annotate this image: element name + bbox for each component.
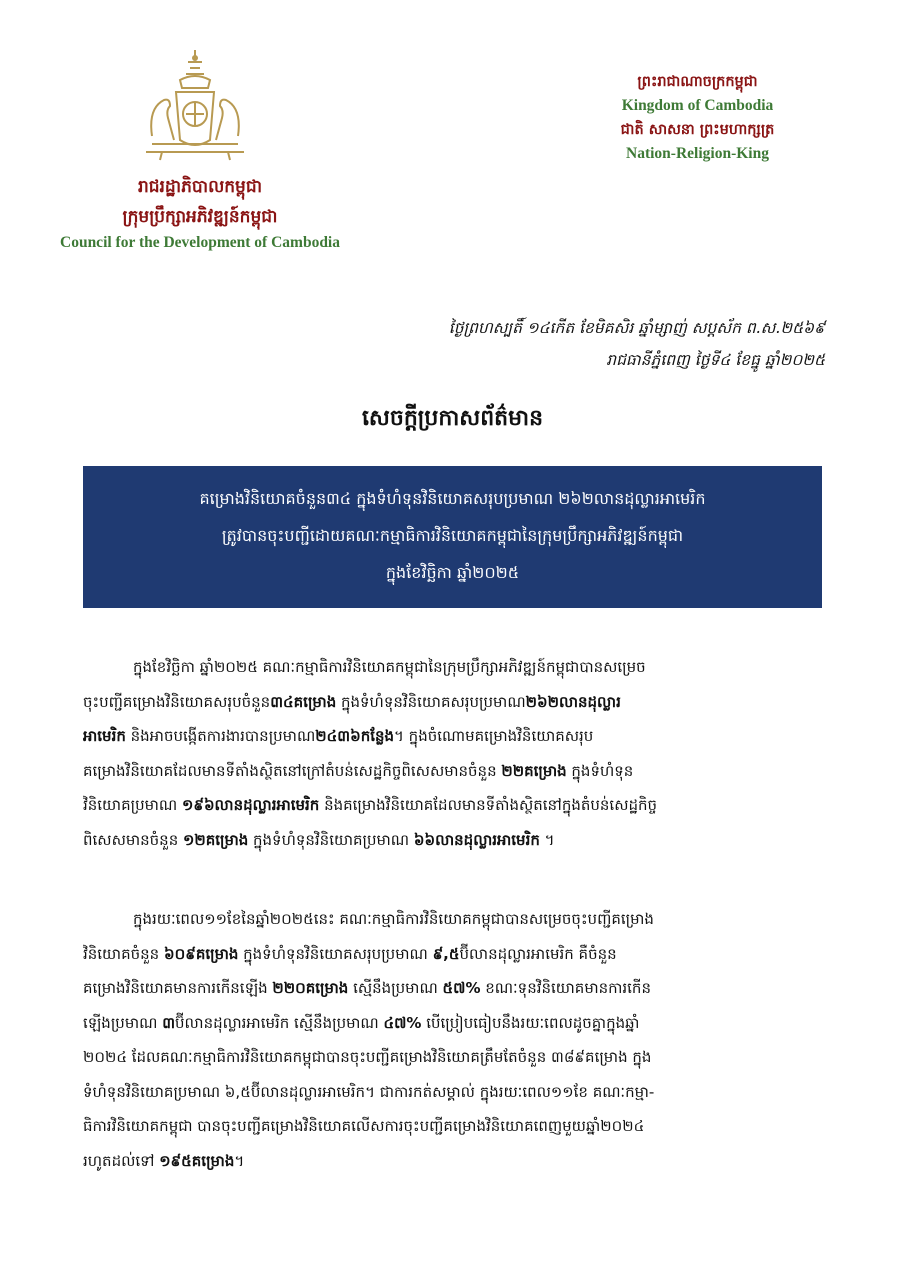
text-line: វិនិយោគប្រមាណ ១៩៦លានដុល្លារអាមេរិក និងគម្រោងវិនិយោគដែលមានទីតាំងស្ថិតនៅក្នុងតំបន់សេដ្ឋកិច្ច — [83, 796, 658, 814]
text-line: វិនិយោគចំនួន ៦០៩គម្រោង ក្នុងទំហំទុនវិនិយោគសរុបប្រមាណ ៩,៥ប៊ីលានដុល្លារអាមេរិក គឺចំនួន — [83, 944, 617, 963]
issuer-council-en: Council for the Development of Cambodia — [60, 234, 340, 251]
text-line: ឡើងប្រមាណ ៣ប៊ីលានដុល្លារអាមេរិក ស្មើនឹងប្រមាណ ៤៧% បើប្រៀបធៀបនឹងរយៈពេលដូចគ្នាក្នុងឆ្នាំ — [83, 1013, 640, 1032]
text-line: រហូតដល់ទៅ ១៩៥គម្រោង។ — [83, 1151, 245, 1170]
lunar-date: ថ្ងៃព្រហស្បតិ៍ ១៤កើត ខែមិគសិរ ឆ្នាំម្សាញ់ សប្តស័ក ព.ស.២៥៦៩ — [448, 319, 825, 337]
text-line: ២០២៤ ដែលគណៈកម្មាធិការវិនិយោគកម្ពុជាបានចុះបញ្ជីគម្រោងវិនិយោគត្រឹមតែចំនួន ៣៨៩គម្រោង ក្នុង — [83, 1048, 652, 1066]
text-line: ក្នុងរយៈពេល១១ខែនៃឆ្នាំ២០២៥នេះ គណៈកម្មាធិការវិនិយោគកម្ពុជាបានសម្រេចចុះបញ្ជីគម្រោង — [133, 910, 654, 928]
issuer-council-kh: ក្រុមប្រឹក្សាអភិវឌ្ឍន៍កម្ពុជា — [122, 207, 278, 227]
headline-line: ត្រូវបានចុះបញ្ជីដោយគណៈកម្មាធិការវិនិយោគកម្ពុជានៃក្រុមប្រឹក្សាអភិវឌ្ឍន៍កម្ពុជា — [221, 526, 684, 545]
royal-coat-of-arms-icon — [130, 48, 260, 163]
page-title: សេចក្តីប្រកាសព័ត៌មាន — [361, 406, 544, 431]
text-line: គម្រោងវិនិយោគមានការកើនឡើង ២២០គម្រោង ស្មើនឹងប្រមាណ ៥៧% ខណៈទុនវិនិយោគមានការកើន — [83, 979, 651, 997]
text-line: ក្នុងខែវិច្ឆិកា ឆ្នាំ២០២៥ គណៈកម្មាធិការវិនិយោគកម្ពុជានៃក្រុមប្រឹក្សាអភិវឌ្ឍន៍កម្ពុជាបានសម្រេច — [133, 658, 646, 676]
issuer-header — [20, 172, 380, 252]
body-paragraph-2 — [83, 902, 823, 1178]
headline-banner — [83, 466, 822, 608]
motto-kh: ជាតិ សាសនា ព្រះមហាក្សត្រ — [620, 122, 775, 138]
kingdom-en: Kingdom of Cambodia — [621, 97, 774, 114]
issuer-government: រាជរដ្ឋាភិបាលកម្ពុជា — [137, 177, 263, 197]
headline-line: ក្នុងខែវិច្ឆិកា ឆ្នាំ២០២៥ — [385, 563, 520, 582]
body-paragraph-1 — [83, 650, 823, 857]
text-line: គម្រោងវិនិយោគដែលមានទីតាំងស្ថិតនៅក្រៅតំបន់សេដ្ឋកិច្ចពិសេសមានចំនួន ២២គម្រោង ក្នុងទំហំទុន — [83, 761, 634, 780]
kingdom-header — [585, 70, 810, 166]
text-line: ធិការវិនិយោគកម្ពុជា បានចុះបញ្ជីគម្រោងវិនិយោគលើសការចុះបញ្ជីគម្រោងវិនិយោគពេញមួយឆ្នាំ២០២៤ — [83, 1117, 645, 1135]
solar-date: រាជធានីភ្នំពេញ ថ្ងៃទី៤ ខែធ្នូ ឆ្នាំ២០២៥ — [606, 351, 825, 369]
text-line: អាមេរិក និងអាចបង្កើតការងារបានប្រមាណ២៤៣៦កន្លែង។ ក្នុងចំណោមគម្រោងវិនិយោគសរុប — [83, 727, 594, 745]
text-line: ពិសេសមានចំនួន ១២គម្រោង ក្នុងទំហំទុនវិនិយោគប្រមាណ ៦៦លានដុល្លារអាមេរិក ។ — [83, 830, 555, 849]
motto-en: Nation-Religion-King — [626, 145, 769, 162]
text-line: ទំហំទុនវិនិយោគប្រមាណ ៦,៥ប៊ីលានដុល្លារអាមេរិក។ ជាការកត់សម្គាល់ ក្នុងរយៈពេល១១ខែ គណៈកម្មា- — [83, 1082, 655, 1101]
kingdom-kh: ព្រះរាជាណាចក្រកម្ពុជា — [637, 74, 758, 90]
headline-line: គម្រោងវិនិយោគចំនួន៣៤ ក្នុងទំហំទុនវិនិយោគសរុបប្រមាណ ២៦២លានដុល្លារអាមេរិក — [199, 489, 706, 508]
text-line: ចុះបញ្ជីគម្រោងវិនិយោគសរុបចំនួន៣៤គម្រោង ក្នុងទំហំទុនវិនិយោគសរុបប្រមាណ២៦២លានដុល្លារ — [83, 692, 621, 711]
